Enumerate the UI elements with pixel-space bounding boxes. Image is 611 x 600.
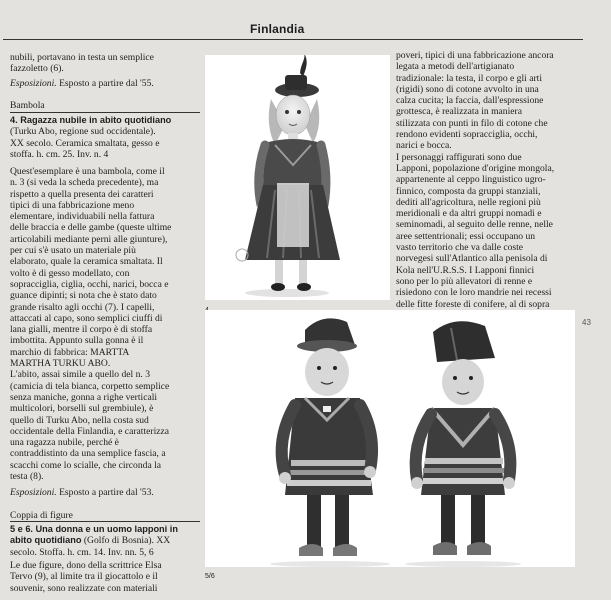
- body-line: tradizionale: la testa, il corpo e gli arti: [396, 72, 542, 84]
- body-line: elementare, individuabili nella fattura: [10, 211, 155, 223]
- intro-text: [10, 52, 200, 75]
- body-line: contraddistinto da una semplice fascia, a: [10, 448, 166, 460]
- body-line: L'abito, assai simile a quello del n. 3: [10, 369, 151, 381]
- entry-place: (Golfo di Bosnia). XX: [83, 535, 171, 547]
- body-line: norvegesi sull'Atlantico alla penisola di: [396, 253, 548, 265]
- body-line: lana gialli, mentre il corpo è di stoffa: [10, 324, 153, 336]
- body-line: Tervo (9), al limite tra il giocattolo e il: [10, 571, 158, 583]
- photo-doll-4: [205, 55, 390, 300]
- entry-5-6-body: [10, 560, 210, 594]
- header-rule: [3, 39, 583, 40]
- body-line: articolabili mediante perni alle giunture),: [10, 233, 168, 245]
- body-line: volto è di gesso modellato, con: [10, 267, 130, 279]
- body-line: (rigidi) sono di cotone avvolto in una: [396, 83, 539, 95]
- body-line: occidentale della Finlandia, e caratterizza: [10, 425, 170, 437]
- body-line: n. 3 (si veda la scheda precedente), ma: [10, 177, 159, 189]
- body-line: calza cucita; la faccia, dall'espressione: [396, 95, 544, 107]
- body-line: dediti all'agricoltura, nelle regioni più: [396, 196, 541, 208]
- body-line: I personaggi raffigurati sono due: [396, 151, 522, 163]
- page-header-title: Finlandia: [250, 22, 305, 36]
- body-line: (camicia di tela bianca, corpetto semplice: [10, 380, 170, 392]
- page-number: 43: [582, 318, 591, 327]
- body-line: vasto territorio che va dalle coste: [396, 242, 524, 254]
- exhibitions-text: Esposto a partire dal '55.: [59, 78, 154, 89]
- entry-4-body: [10, 166, 210, 482]
- body-line: scacchi come lo scialle, che circonda la: [10, 459, 162, 471]
- body-line: stilizzata con punti in filo di cotone che: [396, 117, 548, 129]
- section-heading-coppia: Coppia di figure: [10, 510, 73, 521]
- entry-5-6-header: [10, 524, 210, 558]
- body-line: una ragazza nubile, perché è: [10, 437, 119, 449]
- section-heading-bambola: Bambola: [10, 100, 45, 111]
- body-line: per cui s'è usato un materiale più: [10, 245, 136, 257]
- body-line: aree settentrionali; essi occupano un: [396, 230, 536, 242]
- body-line: risiedono con le loro mandrie nei recessi: [396, 287, 552, 299]
- body-line: quello di Turku Abo, nella costa sud: [10, 414, 149, 426]
- body-line: testa (8).: [10, 471, 44, 483]
- entry-detail: XX secolo. Ceramica smaltata, gesso e: [10, 137, 160, 149]
- entry-detail: secolo. Stoffa. h. cm. 14. Inv. nn. 5, 6: [10, 546, 154, 558]
- right-column-text: [396, 50, 584, 321]
- entry-title: abito quotidiano: [10, 535, 82, 546]
- body-line: sopracciglia, ciglia, occhi, narici, bocca e: [10, 278, 169, 290]
- body-line: delle braccia e delle gambe (queste ultime: [10, 222, 172, 234]
- entry-detail: (Turku Abo, regione sud occidentale).: [10, 126, 156, 138]
- body-line: multicolori, borselli sul grembiule), è: [10, 403, 154, 415]
- body-line: Le due figure, dono della scrittrice Elsa: [10, 560, 162, 571]
- body-line: appartenente al ceppo linguistico ugro-: [396, 174, 546, 186]
- body-line: Kola nell'U.R.S.S. I Lapponi finnici: [396, 264, 535, 276]
- lapp-figures-illustration: [205, 310, 575, 567]
- entry-title: 4. Ragazza nubile in abito quotidiano: [10, 115, 172, 125]
- text-line: fazzoletto (6).: [10, 63, 64, 75]
- body-line: rendono evidenti sopracciglia, occhi,: [396, 129, 538, 141]
- exhibitions-label: Esposizioni.: [10, 78, 57, 89]
- body-line: tipici di una fabbricazione meno: [10, 199, 135, 211]
- body-line: seminomadi, al seguito delle renne, nelle: [396, 219, 553, 231]
- body-line: MARTHA TURKU ABO.: [10, 358, 111, 370]
- body-line: senza maniche, gonna a righe verticali: [10, 391, 158, 403]
- exhibitions-text: Esposto a partire dal '53.: [59, 487, 154, 498]
- entry-detail: stoffa. h. cm. 25. Inv. n. 4: [10, 148, 109, 160]
- body-line: meridionali e da altri gruppi nomadi e: [396, 208, 542, 220]
- body-line: Quest'esemplare è una bambola, come il: [10, 166, 165, 177]
- photo-lapp-figures-5-6: [205, 310, 575, 567]
- body-line: Lapponi, popolazione d'origine mongola,: [396, 162, 555, 174]
- body-line: souvenir, sono realizzate con materiali: [10, 582, 158, 594]
- body-line: imbottita. Appunto sulla gonna è il: [10, 335, 144, 347]
- body-line: elaborato, quale la ceramica smaltata. Il: [10, 256, 163, 268]
- entry-4-header: [10, 115, 208, 160]
- section-rule: [10, 521, 200, 522]
- exhibitions-note-2: [10, 487, 200, 498]
- body-line: grottesca, è realizzata in maniera: [396, 106, 522, 118]
- body-line: rispetto a quella presenta dei caratteri: [10, 188, 154, 200]
- doll-illustration: [205, 55, 390, 300]
- body-line: guance dipinti; si nota che è stato dato: [10, 290, 157, 302]
- body-line: poveri, tipici di una fabbricazione ancora: [396, 50, 554, 61]
- section-rule: [10, 112, 200, 113]
- figure-caption-5-6: 5/6: [205, 573, 215, 580]
- body-line: grande risalto agli occhi (7). I capelli,: [10, 301, 155, 313]
- body-line: narici e bocca.: [396, 140, 452, 152]
- body-line: finnico, composta da gruppi stanziali,: [396, 185, 541, 197]
- body-line: delle fitte foreste di conifere, al di sopra: [396, 298, 550, 310]
- exhibitions-note-1: [10, 78, 200, 89]
- text-line: nubili, portavano in testa un semplice: [10, 52, 154, 63]
- exhibitions-label: Esposizioni.: [10, 487, 57, 498]
- body-line: attaccati al capo, sono semplici ciuffi di: [10, 312, 163, 324]
- body-line: legata a metodi dell'artigianato: [396, 61, 515, 73]
- entry-title: 5 e 6. Una donna e un uomo lapponi in: [10, 524, 178, 534]
- body-line: marchio di fabbrica: MARTTA: [10, 346, 130, 358]
- body-line: sono per lo più allevatori di renne e: [396, 275, 533, 287]
